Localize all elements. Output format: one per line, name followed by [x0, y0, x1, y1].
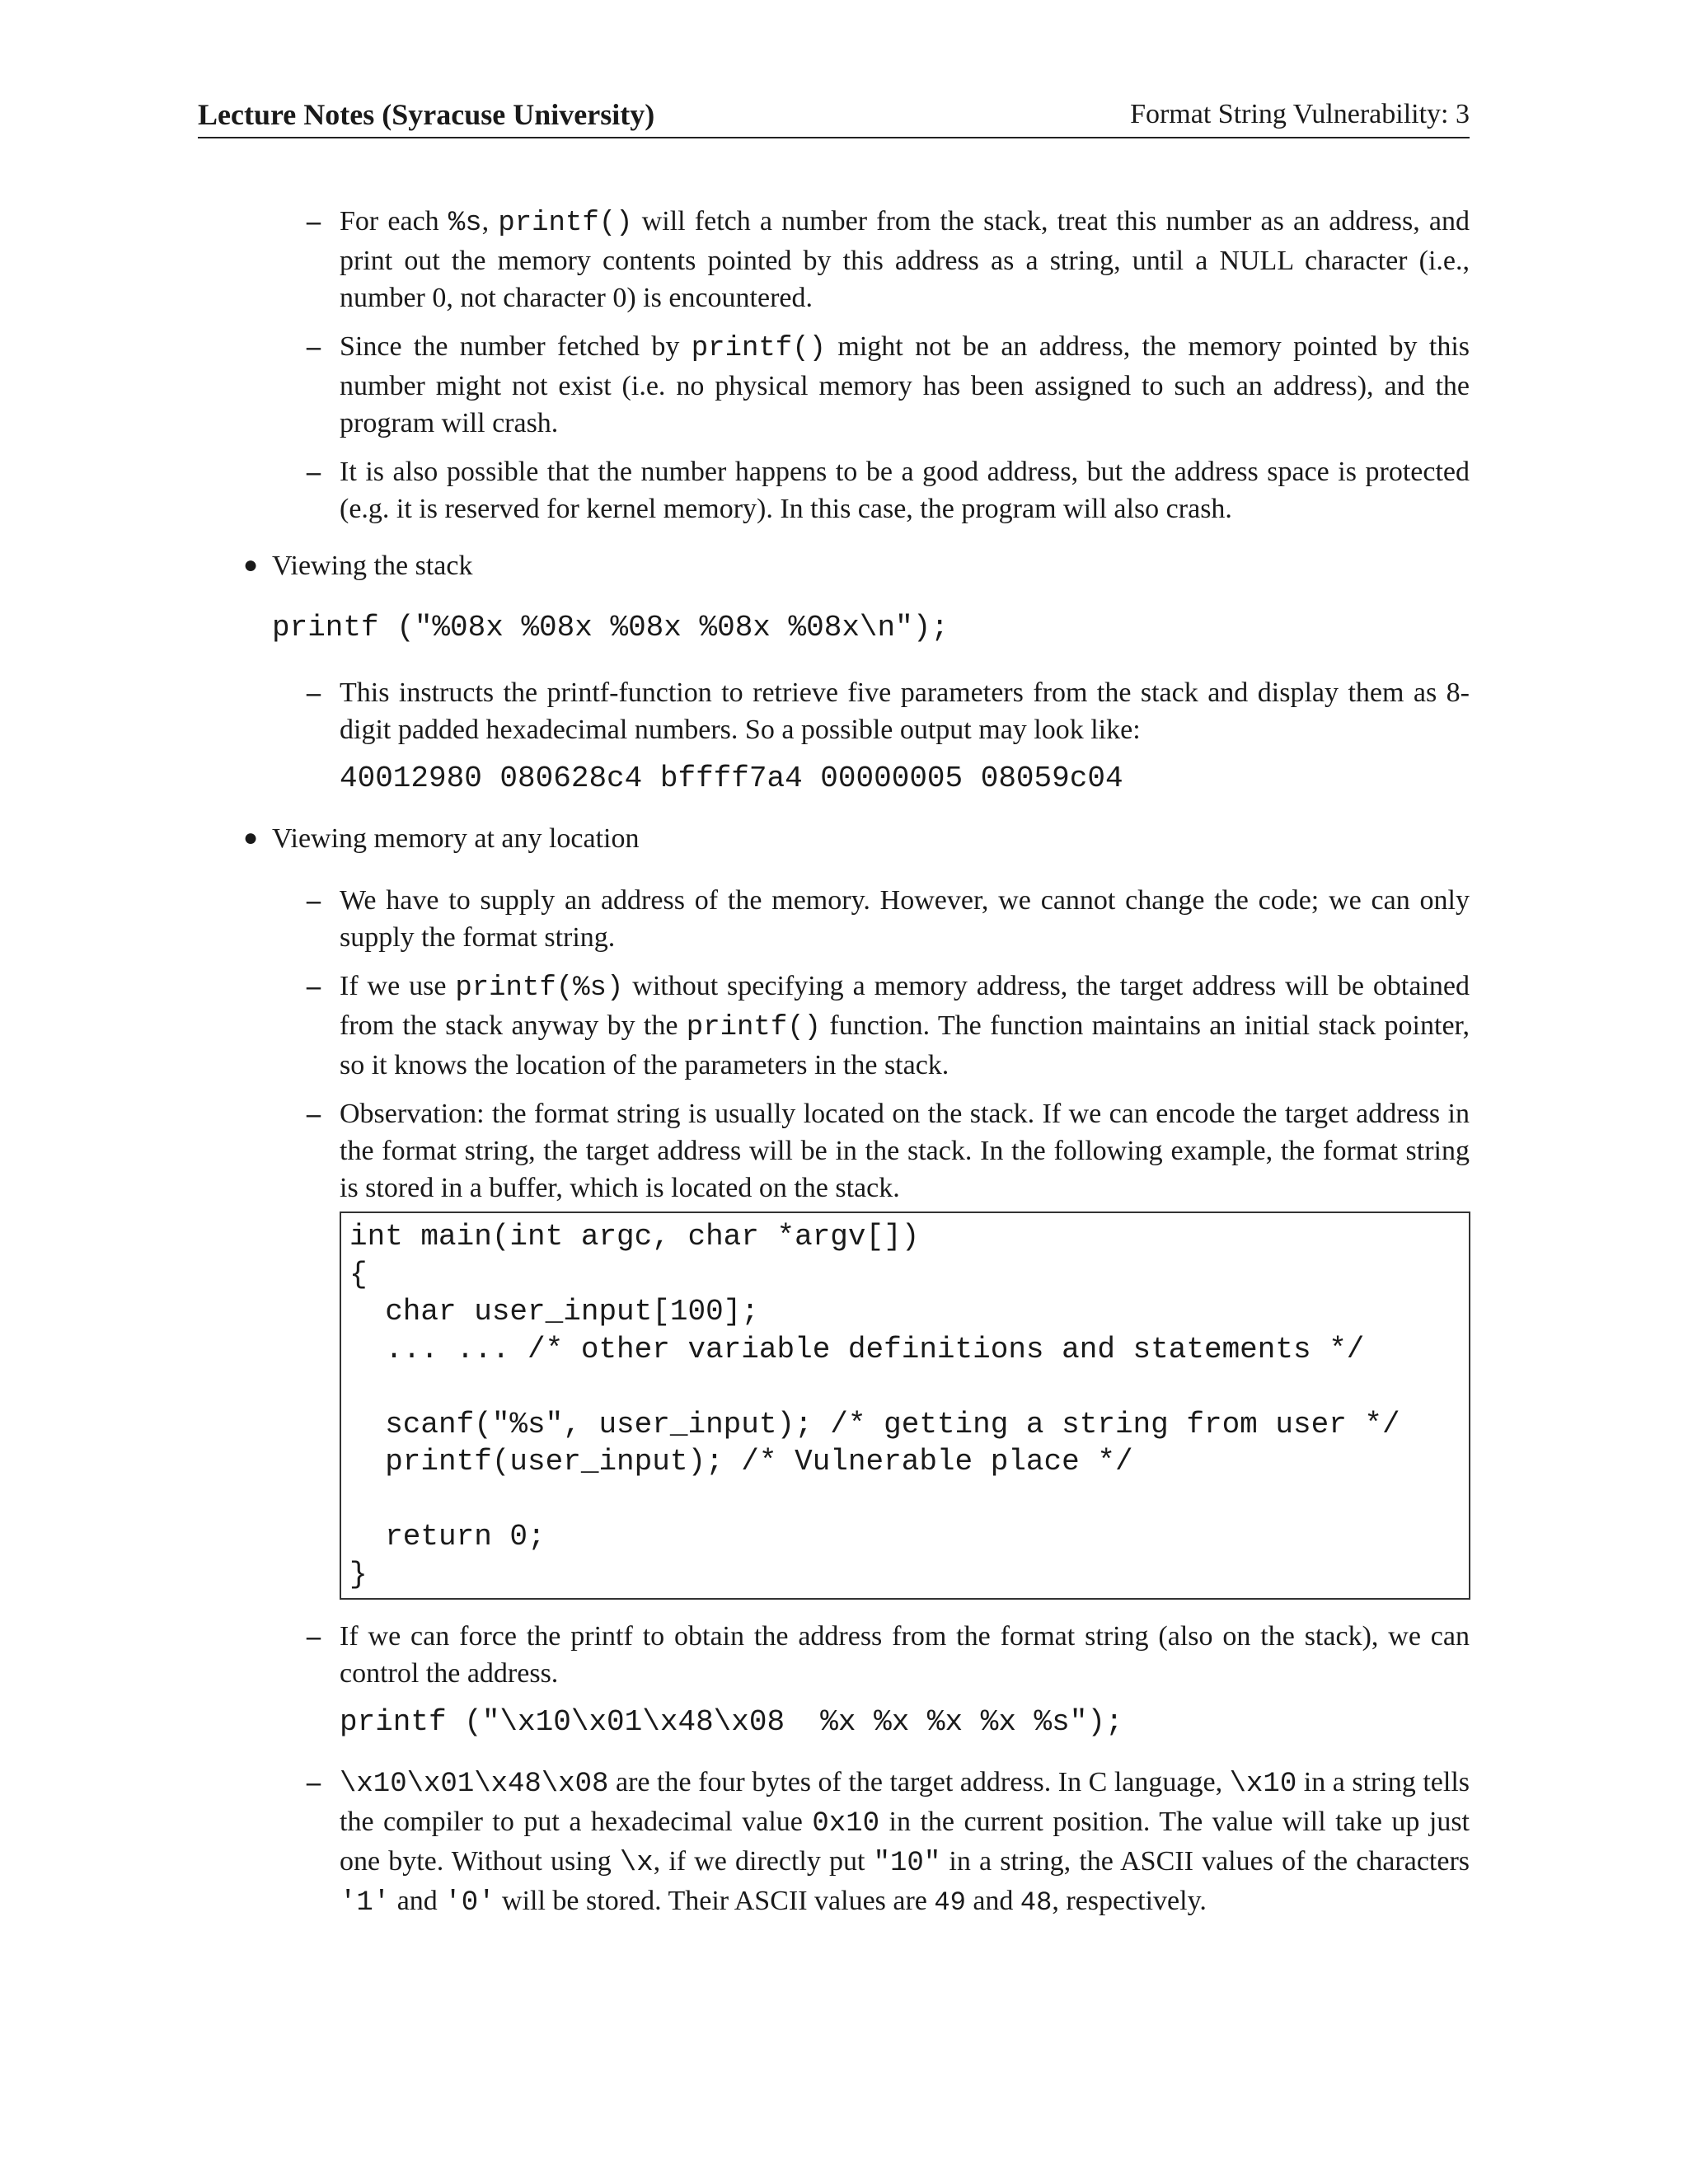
list-item: – We have to supply an address of the memory. However, we cannot change the code; we can only supply the format string.: [198, 882, 1470, 956]
dash-marker: –: [307, 457, 321, 487]
code-snippet: printf ("%08x %08x %08x %08x %08x\n");: [272, 611, 949, 644]
list-item: – This instructs the printf-function to retrieve five parameters from the stack and display them as 8-digit padded hexadecimal numbers. So a possible output may look like:: [198, 674, 1470, 748]
dash-marker: –: [307, 1767, 321, 1797]
code-line: return 0;: [349, 1520, 546, 1554]
code-line: [349, 1368, 1461, 1406]
code-output: 40012980 080628c4 bffff7a4 00000005 08059c04: [340, 762, 1123, 795]
dash-marker: –: [307, 971, 321, 1001]
list-item: – If we use printf(%s) without specifying a memory address, the target address will be obtained from the stack anyway by the printf() function. The function maintains an initial stack pointer, so it knows the location of the parameters in the stack.: [198, 968, 1470, 1084]
page-header: [198, 92, 1470, 138]
list-item: – Since the number fetched by printf() might not be an address, the memory pointed by this number might not exist (i.e. no physical memory has been assigned to such an address), and the program will crash.: [198, 328, 1470, 442]
code-line: int main(int argc, char *argv[]): [349, 1220, 920, 1254]
bullet-viewing-stack: ● Viewing the stack: [198, 547, 1484, 584]
bullet-viewing-memory: ● Viewing memory at any location: [198, 820, 1484, 857]
code-box: [340, 1212, 1470, 1600]
bullet-icon: ●: [243, 551, 259, 579]
bullet-icon: ●: [243, 824, 259, 851]
header-page-label: Format String Vulnerability: 3: [1130, 99, 1470, 129]
list-item: – Observation: the format string is usually located on the stack. If we can encode the target address in the format string, the target address will be in the stack. In the following example, the format string is stored in a buffer, which is located on the stack.: [198, 1095, 1470, 1207]
dash-marker: –: [307, 206, 321, 237]
dash-marker: –: [307, 885, 321, 916]
code-snippet: printf ("\x10\x01\x48\x08 %x %x %x %x %s");: [340, 1705, 1123, 1739]
code-line: char user_input[100];: [349, 1295, 759, 1329]
code-line: [349, 1481, 1461, 1519]
list-item: – For each %s, printf() will fetch a number from the stack, treat this number as an address, and print out the memory contents pointed by this address as a string, until a NULL character (i.e., number 0, not character 0) is encountered.: [198, 203, 1470, 316]
header-title: Lecture Notes (Syracuse University): [198, 98, 655, 131]
dash-marker: –: [307, 1099, 321, 1129]
code-line: scanf("%s", user_input); /* getting a string from user */: [349, 1407, 1400, 1441]
dash-marker: –: [307, 1621, 321, 1652]
dash-marker: –: [307, 331, 321, 362]
list-item: – \x10\x01\x48\x08 are the four bytes of the target address. In C language, \x10 in a string tells the compiler to put a hexadecimal value 0x10 in the current position. The value will take up just one byte. Without using \x, if we directly put "10" in a string, the ASCII values of the characters '1' and '0' will be stored. Their ASCII values are 49 and 48, respectively.: [198, 1764, 1470, 1922]
code-line: }: [349, 1557, 368, 1591]
code-line: {: [349, 1257, 368, 1291]
dash-marker: –: [307, 677, 321, 708]
list-item: – It is also possible that the number happens to be a good address, but the address space is protected (e.g. it is reserved for kernel memory). In this case, the program will also crash.: [198, 453, 1470, 527]
code-line: printf(user_input); /* Vulnerable place */: [349, 1445, 1133, 1479]
code-line: ... ... /* other variable definitions and statements */: [349, 1332, 1365, 1366]
document-body: [198, 203, 1484, 1933]
list-item: – If we can force the printf to obtain the address from the format string (also on the stack), we can control the address.: [198, 1618, 1470, 1692]
